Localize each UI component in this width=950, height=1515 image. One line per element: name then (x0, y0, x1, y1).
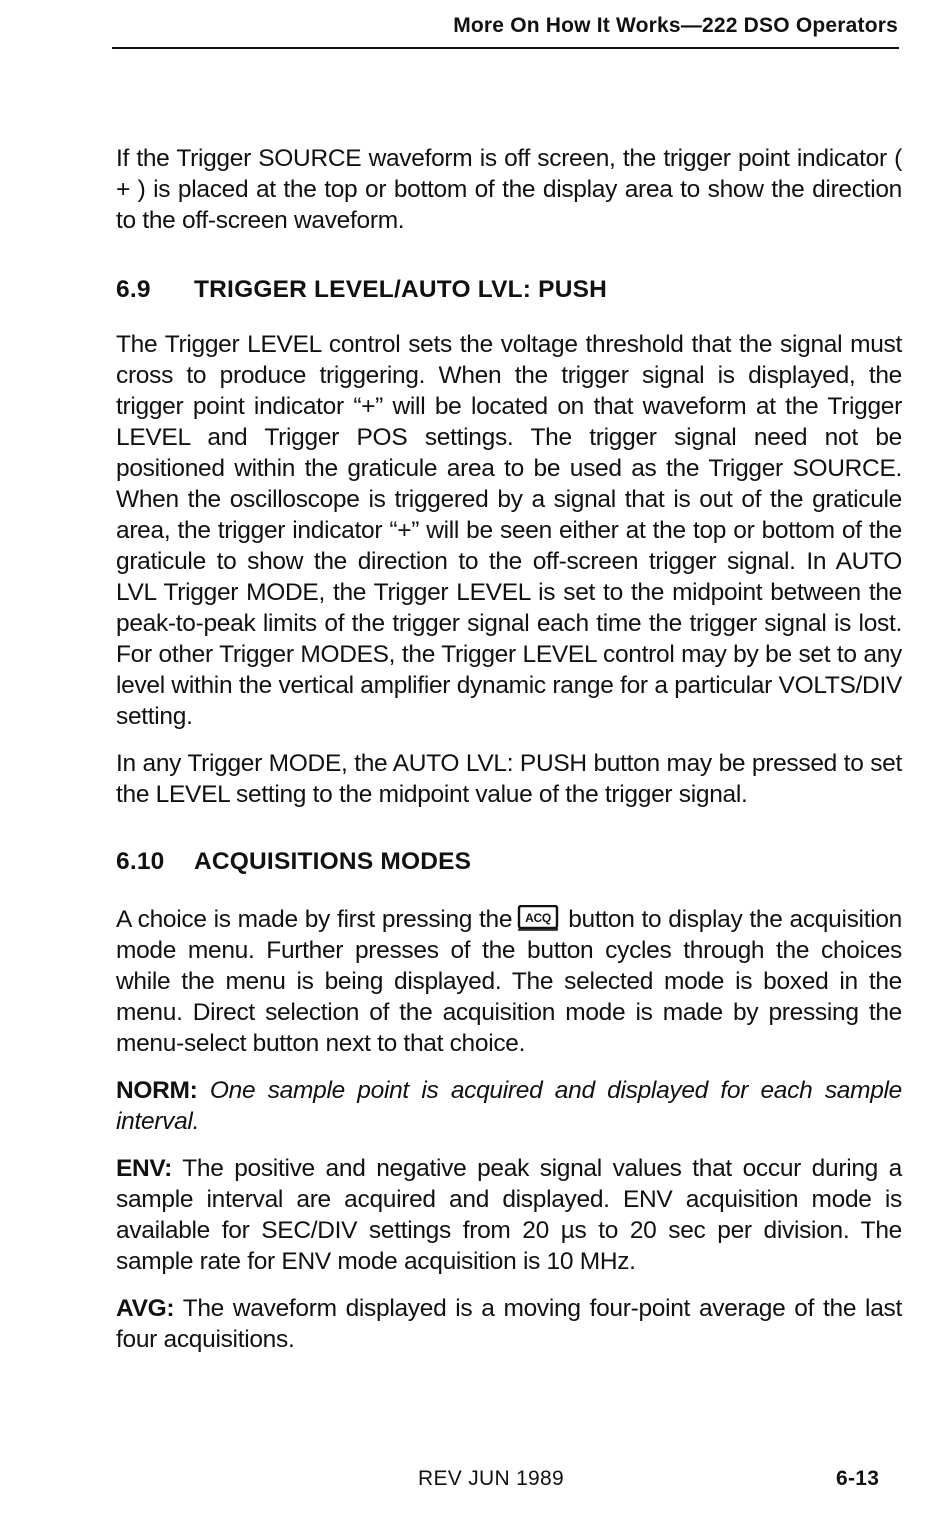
acquisition-menu-paragraph (116, 904, 902, 1059)
section-number: 6.10 (116, 848, 165, 875)
running-header: More On How It Works—222 DSO Operators (453, 14, 898, 37)
section-title: ACQUISITIONS MODES (194, 848, 472, 875)
header-rule (112, 47, 899, 49)
avg-term: AVG: (116, 1295, 175, 1322)
section-6-9-heading (116, 274, 902, 305)
auto-lvl-paragraph: In any Trigger MODE, the AUTO LVL: PUSH button may be pressed to set the LEVEL setting to the midpoint value of the trigger signal. (116, 750, 902, 808)
section-6-10-heading (116, 846, 902, 877)
env-mode-definition (116, 1153, 902, 1277)
norm-mode-definition (116, 1075, 902, 1137)
revision-date: REV JUN 1989 (418, 1467, 564, 1490)
page-number: 6-13 (836, 1467, 880, 1490)
intro-paragraph: If the Trigger SOURCE waveform is off screen, the trigger point indicator ( + ) is placed at the top or bottom of the display area to show the direction to the off-screen waveform. (116, 145, 902, 234)
page-body (116, 143, 902, 1355)
section-number: 6.9 (116, 276, 151, 303)
paragraph-text-before: A choice is made by first pressing the (116, 906, 513, 933)
acq-button-icon-graphic (516, 905, 560, 931)
trigger-level-paragraph: The Trigger LEVEL control sets the voltage threshold that the signal must cross to produce triggering. When the trigger signal is displayed, the trigger point indicator “+” will be located on that waveform at the Trigger LEVEL and Trigger POS settings. The trigger signal need not be positioned within the graticule area to be used as the Trigger SOURCE. When the oscilloscope is triggered by a signal that is out of the graticule area, the trigger indicator “+” will be seen either at the top or bottom of the graticule to show the direction to the off-screen trigger signal. In AUTO LVL Trigger MODE, the Trigger LEVEL is set to the midpoint between the peak-to-peak limits of the trigger signal each time the trigger signal is lost. For other Trigger MODES, the Trigger LEVEL control may by be set to any level within the vertical amplifier dynamic range for a particular VOLTS/DIV setting. (116, 331, 902, 730)
env-text: The positive and negative peak signal values that occur during a sample interval are acquired and displayed. ENV acquisition mode is available for SEC/DIV settings from 20 µs to 20 sec per division. The sample rate for ENV mode acquisition is 10 MHz. (116, 1155, 902, 1275)
acq-button-label: ACQ (525, 911, 552, 925)
norm-term: NORM: (116, 1077, 198, 1104)
acq-button-icon (516, 905, 560, 931)
paragraph-text-after: button to display the acquisition mode menu. Further presses of the button cycles through the choices while the menu is being displayed. The selected mode is boxed in the menu. Direct selection of the acquisition mode is made by pressing the menu-select button next to that choice. (116, 906, 902, 1057)
avg-text: The waveform displayed is a moving four-point average of the last four acquisitions. (116, 1295, 902, 1353)
norm-text: One sample point is acquired and displayed for each sample interval. (116, 1077, 902, 1135)
avg-mode-definition (116, 1293, 902, 1355)
section-title: TRIGGER LEVEL/AUTO LVL: PUSH (194, 276, 608, 303)
env-term: ENV: (116, 1155, 172, 1182)
